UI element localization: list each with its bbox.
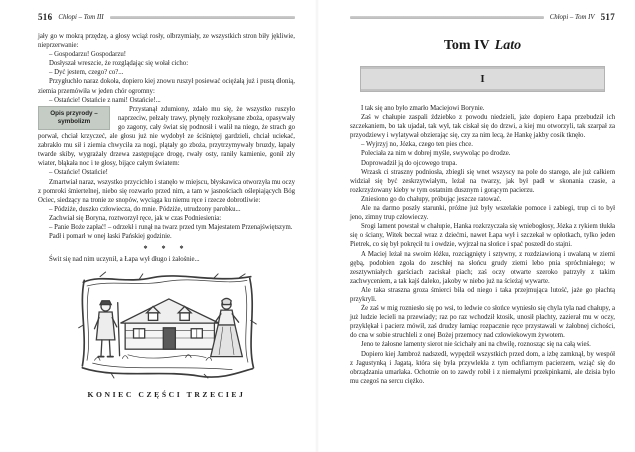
- paragraph: – Panie Boże zapłać! – odrzekł i runął na twarz przed tym Majestatem Przenajświętszym.: [49, 223, 293, 231]
- paragraph: Zniesiono go do chałupy, próbując jeszcze ratować.: [361, 195, 502, 203]
- paragraph: Ale taka straszna groza śmierci biła od niego i taka przejmująca lutość, jaże go płachtą przykryli.: [350, 286, 615, 303]
- paragraph: Że zaś w mig rozniesło się po wsi, to ledwie co słońce wyniesło się chyla tyla nad chałupy, a już ludzie lecieli na przewiady; raz po raz wchodził ktosik, unosił płachty, zazierał mu w oczy, przyklękał i pacierz mówił, zaś drudzy łamiąc rozpacznie ręce przystawali w żałobnej cichości, do cna w sobie struchleli z onej Bożej przemocy nad człowiekowym żywotem.: [350, 305, 615, 340]
- paragraph: Zachwiał się Boryna, roztworzył ręce, jak w czas Podniesienia:: [49, 214, 222, 222]
- paragraph: Zmartwiał naraz, wszystko przycichło i stanęło w miejscu, błyskawica otworzyła mu oczy z pomroki śmiertelnej, niebo się rozwarło przed nim, a tam w jasnościach oślepiających Bóg Ociec, siedzący na tronie ze snopów, wyciąga ku niemu ręce i rzecze dobrotliwie:: [38, 178, 295, 204]
- closing-line: Świt się nad nim uczynił, a Łapa wył długo i żałośnie...: [49, 256, 200, 264]
- right-running-title: Chłopi – Tom IV: [549, 13, 595, 21]
- paragraph: Ale na darmo poszły starunki, próżne już były wszelakie pomoce i zabiegi, trup ci to był jeno, zimny trup człowieczy.: [350, 205, 615, 222]
- paragraph: Srogi lament powstał w chałupie, Hanka rozkrzyczała się wniebogłosy, Józka z rykiem tłukła się o ściany, Witek beczał wraz z dziećmi, nawet Łapa wył i szczekał w opłotkach, tylko jeden Pietrek, co się był pokręcił tu i owdzie, wyjrzał na słońce i spać poszedł do stajni.: [350, 223, 615, 249]
- right-running-head: [350, 10, 615, 24]
- right-head-rule: [350, 16, 544, 19]
- volume-title-subtitle: Lato: [494, 38, 522, 53]
- paragraph: – Ostańcie! Ostańcie z nami! Ostańcie!...: [49, 96, 161, 104]
- margin-note-box: Opis przyrody – symbolizm: [38, 106, 110, 130]
- chapter-number-box: [360, 66, 605, 92]
- volume-title-main: Tom IV: [443, 38, 490, 53]
- paragraph: – Wyjrzyj no, Józka, czego ten pies chce.: [361, 141, 473, 149]
- paragraph: Wrzask ci straszny podniosła, zbiegli się wnet wszyscy na pole do starego, ale już całkiem widział się być zeskrzytwiałym, leżał na twarzy, jak był padł w skonania czasie, a rozkrzyżowany kieby w tym ostatnim dusznym i gorącym pacierzu.: [350, 168, 615, 194]
- paragraph: I tak się ano było zmarło Maciejowi Borynie.: [361, 105, 485, 112]
- paragraph-with-margin-note: [38, 105, 295, 169]
- right-paragraphs: [350, 104, 615, 386]
- paragraph: Padł i pomarł w onej łaski Pańskiej godzinie.: [49, 233, 172, 241]
- paragraph: Przygłuchło naraz dokoła, dopiero kiej znowu ruszył posiewać ociężałą już i pustą dłonią, ziemia przemówiła w jeden chór ogromny:: [38, 78, 295, 95]
- paragraph: – Gospodarzu! Gospodarzu!: [49, 51, 127, 59]
- left-paragraphs-before-note: [38, 32, 295, 105]
- volume-title: [350, 38, 615, 54]
- right-page-number: 517: [600, 12, 615, 22]
- chapter-number: I: [480, 73, 485, 85]
- end-of-part-illustration: [74, 269, 260, 381]
- paragraph: – Pódziże, duszko człowiecza, do mnie. Pódziże, utrudzony parobku...: [49, 205, 241, 213]
- paragraph: A Maciej leżał na swoim łóżku, rozciągnięty i sztywny, z rozdziawioną i uwalaną w ziemi gębą, podobien zgoła do zeschłej na słońcu grudy ziemi lebo pnia spróchniałego; w zesztywniałych garściach zaciskał piach; zaś oczy otwarte szeroko patrzyły z takim zachwyceniem, a tak kajś daleko, jakoby w niebo już na ścieżaj wywarte.: [350, 250, 615, 285]
- paragraph: Dopiero kiej Jambroż nadszedł, wypędził wszystkich przed dom, a izbę zamknął, by wespół z Jagustynką i Jagatą, która się była przywlekła z tym ochfiarnym pacierzem, wziąć się do obrządzania umarłaka. Ochotnie on to zawdy robił i z niemałymi przekpinkami, ale dzisia było mu czegoś na sercu ciężko.: [350, 350, 615, 385]
- left-paragraphs-after-note: [38, 168, 295, 241]
- left-page-number: 516: [38, 12, 53, 22]
- page-517: [318, 0, 635, 452]
- section-separator: * * *: [143, 244, 190, 254]
- end-of-part-caption: KONIEC CZĘŚCI TRZECIEJ: [87, 390, 246, 400]
- left-head-rule: [110, 16, 295, 19]
- margin-note-paragraph-text: Przystanął zdumiony, zdało mu się, że wszystko ruszyło naprzeciw, pełzały trawy, płynęły rozkołysane zboża, opasywały go zagony, cały świat się podnosił i walił na niego, że strach go porwał, chciał krzyczeć, ale głosu już nie wydobył ze ściśniętej gardzieli, chciał uciekać, zabrakło mu sił i ziemia chwyciła za nogi, plątały go zboża, przytrzymywały bruzdy, łapały twarde skiby, wygrażały drzewa zastępujące drogę, rwały osty, raniły kamienie, gonił zły wiater, błąkała noc i te głosy, bijące całym światem:: [38, 105, 295, 168]
- paragraph: jały go w mokrą przędzę, a głosy wciąż rosły, olbrzymiały, ze wszystkich stron biły jękliwie, nieprzerwanie:: [38, 33, 295, 50]
- paragraph: Zaś w chałupie zaspali ździebko z powodu niedzieli, jaże dopiero Łapa przebudził ich szczekaniem, bo tak ujadał, tak wył, tak ciskał się do drzwi, a kiej mu otworzyli, tak szarpał za przyodziewy i wylatywał obzierając się, czy za nim lecą, że Hankę jakby cosik tknęło.: [350, 114, 615, 140]
- paragraph: Dosłyszał wreszcie, że rozglądając się wołał cicho:: [49, 60, 189, 68]
- left-running-head: [38, 10, 295, 24]
- page-516: [0, 0, 317, 452]
- paragraph: Jeno te żałosne lamenty sierot nie ścichały ani na chwilę, roznosząc się na całą wieś.: [361, 341, 591, 349]
- paragraph: Doprowadził ją do ojcowego trupa.: [361, 159, 458, 167]
- illustration-wrap: [38, 269, 295, 399]
- paragraph: Poleciała za nim w dobrej myśle, swywoląc po drodze.: [361, 150, 511, 158]
- paragraph: – Dyć jestem, czego? co?...: [49, 69, 124, 77]
- paragraph: – Ostańcie! Ostańcie!: [49, 169, 108, 177]
- left-running-title: Chłopi – Tom III: [58, 13, 104, 21]
